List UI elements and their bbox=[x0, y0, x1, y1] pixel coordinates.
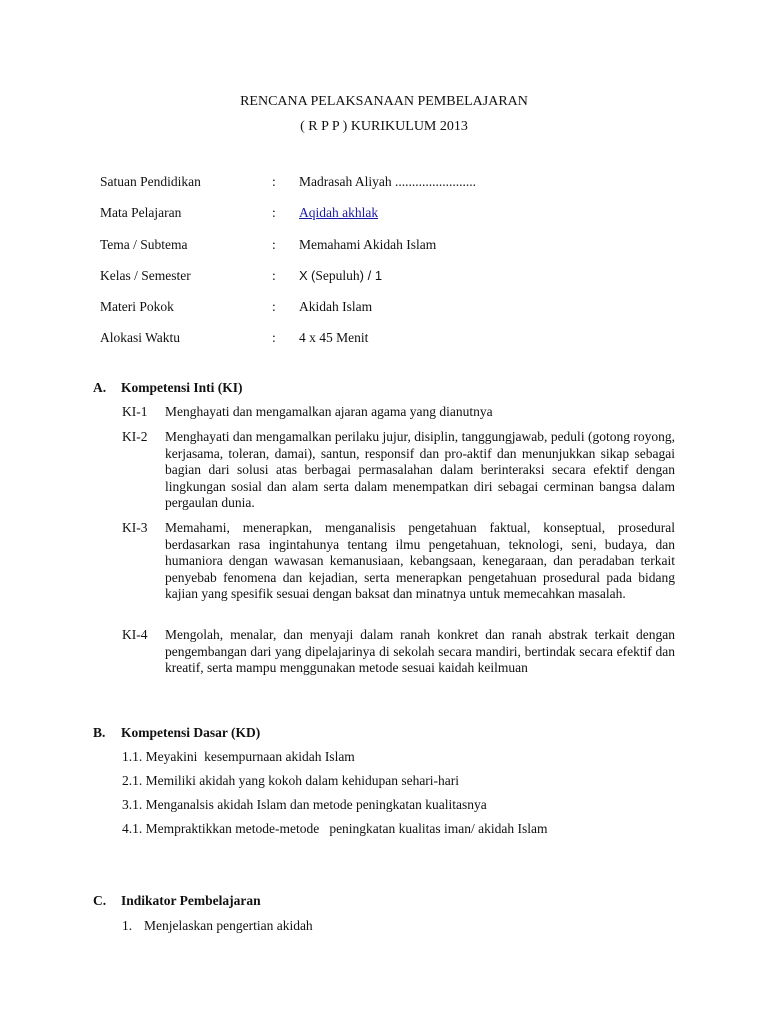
identity-row bbox=[100, 268, 476, 299]
class-open-paren: ( bbox=[311, 267, 316, 283]
identity-colon: : bbox=[272, 236, 276, 252]
kd-item: 3.1. Menganalsis akidah Islam dan metode peningkatan kualitasnya bbox=[122, 797, 487, 812]
subject-link[interactable]: Aqidah akhlak bbox=[299, 205, 379, 221]
identity-colon: : bbox=[272, 299, 276, 315]
identity-label: Materi Pokok bbox=[100, 299, 174, 315]
indicator-text: Menjelaskan pengertian akidah bbox=[144, 918, 313, 933]
kd-item: 1.1. Meyakini kesempurnaan akidah Islam bbox=[122, 749, 355, 764]
ki-item bbox=[122, 429, 675, 512]
identity-colon: : bbox=[272, 267, 276, 283]
ki-code: KI-1 bbox=[122, 404, 148, 419]
identity-colon: : bbox=[272, 174, 276, 189]
ki-code: KI-4 bbox=[122, 627, 148, 642]
ki-text: Menghayati dan mengamalkan ajaran agama yang dianutnya bbox=[165, 404, 493, 419]
identity-row bbox=[100, 205, 476, 236]
section-c-heading bbox=[93, 893, 261, 909]
section-title: Kompetensi Inti (KI) bbox=[121, 380, 243, 395]
identity-value bbox=[299, 205, 378, 221]
class-semester: ) / 1 bbox=[359, 267, 383, 283]
identity-label: Satuan Pendidikan bbox=[100, 174, 201, 189]
section-letter: C. bbox=[93, 893, 107, 908]
kd-item: 4.1. Mempraktikkan metode-metode peningkatan kualitas iman/ akidah Islam bbox=[122, 821, 548, 836]
identity-table bbox=[100, 174, 476, 362]
section-letter: B. bbox=[93, 725, 106, 740]
ki-code: KI-2 bbox=[122, 429, 148, 444]
section-title: Kompetensi Dasar (KD) bbox=[121, 725, 261, 740]
ki-item bbox=[122, 404, 675, 421]
ki-code: KI-3 bbox=[122, 520, 148, 535]
identity-row bbox=[100, 237, 476, 268]
ki-item bbox=[122, 627, 675, 677]
document-title: RENCANA PELAKSANAAN PEMBELAJARAN bbox=[240, 94, 528, 109]
section-letter: A. bbox=[93, 380, 107, 395]
section-title: Indikator Pembelajaran bbox=[121, 893, 261, 908]
ki-text: Mengolah, menalar, dan menyaji dalam ranah konkret dan ranah abstrak terkait dengan pengembangan dari yang dipelajarinya di sekolah secara mandiri, bertindak secara efektif dan kreatif, serta mampu menggunakan metode sesuai kaidah keilmuan bbox=[165, 627, 675, 675]
identity-value: 4 x 45 Menit bbox=[299, 330, 369, 346]
class-name: Sepuluh bbox=[315, 267, 360, 283]
class-numeral: X bbox=[299, 267, 308, 283]
identity-label: Mata Pelajaran bbox=[100, 205, 182, 221]
indicator-item bbox=[122, 918, 313, 934]
identity-colon: : bbox=[272, 205, 276, 221]
document-subtitle: ( R P P ) KURIKULUM 2013 bbox=[300, 119, 468, 134]
identity-colon: : bbox=[272, 330, 276, 346]
identity-row bbox=[100, 174, 476, 205]
identity-label: Alokasi Waktu bbox=[100, 330, 181, 346]
ki-text: Memahami, menerapkan, menganalisis pengetahuan faktual, konseptual, prosedural berdasarkan rasa ingintahunya tentang ilmu pengetahuan, teknologi, seni, budaya, dan humaniora dengan wawasan kemanusiaan, kebangsaan, kenegaraan, dan peradaban terkait penyebab fenomena dan kejadian, serta menerapkan pengetahuan prosedural pada bidang kajian yang spesifik sesuai dengan baksat dan minatnya untuk memecahkan masalah. bbox=[165, 520, 675, 601]
kd-item: 2.1. Memiliki akidah yang kokoh dalam kehidupan sehari-hari bbox=[122, 773, 460, 788]
section-b-heading bbox=[93, 725, 260, 741]
ki-item bbox=[122, 520, 675, 603]
identity-label: Tema / Subtema bbox=[100, 236, 188, 252]
ki-text: Menghayati dan mengamalkan perilaku jujur, disiplin, tanggungjawab, peduli (gotong royong, kerjasama, toleran, damai), santun, responsif dan pro-aktif dan menunjukkan sikap sebagai bagian dari solusi atas berbagai permasalahan dalam berinteraksi secara efektif dengan lingkungan sosial dan alam serta dalam menempatkan diri sebagai cerminan bangsa dalam pergaulan dunia. bbox=[165, 429, 675, 510]
identity-value bbox=[299, 268, 382, 284]
indicator-number: 1. bbox=[122, 918, 133, 933]
identity-row bbox=[100, 299, 476, 330]
identity-value: Madrasah Aliyah ........................ bbox=[299, 174, 476, 189]
identity-row bbox=[100, 330, 476, 361]
identity-value: Memahami Akidah Islam bbox=[299, 236, 437, 252]
identity-label: Kelas / Semester bbox=[100, 267, 191, 283]
identity-value: Akidah Islam bbox=[299, 299, 373, 315]
section-a-heading bbox=[93, 380, 243, 396]
